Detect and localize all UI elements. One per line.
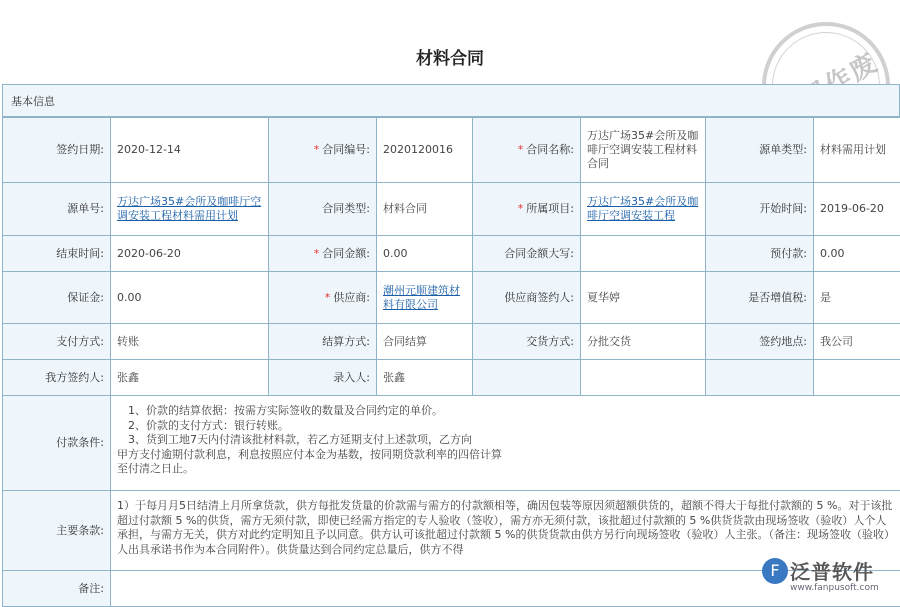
contract-form	[2, 117, 900, 607]
field-label	[269, 324, 377, 360]
field-value	[111, 236, 269, 272]
value-text: 合同结算	[383, 335, 427, 348]
field-value	[814, 118, 900, 183]
field-label	[269, 272, 377, 324]
field-label	[3, 236, 111, 272]
page-title: 材料合同	[0, 44, 900, 69]
value-link[interactable]: 潮州元顺建筑材料有限公司	[383, 284, 460, 311]
logo-mark-icon: F	[762, 558, 788, 584]
payment-term-line: 2、价款的支付方式：银行转账。	[117, 419, 894, 434]
value-text: 分批交货	[587, 335, 631, 348]
label-text: 源单类型:	[759, 143, 807, 156]
label-text: 是否增值税:	[748, 291, 807, 304]
value-text: 0.00	[820, 247, 845, 260]
field-value	[581, 272, 706, 324]
field-label	[3, 183, 111, 236]
label-text: 合同编号:	[322, 143, 370, 156]
field-value	[377, 272, 473, 324]
field-label	[269, 236, 377, 272]
field-label	[473, 324, 581, 360]
field-value	[581, 236, 706, 272]
field-label	[473, 118, 581, 183]
payment-term-line: 甲方支付逾期付款利息，利息按照应付本金为基数，按同期贷款利率的四倍计算	[117, 448, 894, 463]
label-text: 结束时间:	[56, 247, 104, 260]
value-link[interactable]: 万达广场35#会所及咖啡厅空调安装工程材料需用计划	[117, 195, 261, 222]
label-text: 所属项目:	[526, 202, 574, 215]
value-link[interactable]: 万达广场35#会所及咖啡厅空调安装工程	[587, 195, 698, 222]
field-value	[377, 324, 473, 360]
value-text: 材料合同	[383, 202, 427, 215]
required-mark: *	[325, 291, 331, 304]
field-value	[377, 118, 473, 183]
required-mark: *	[314, 143, 320, 156]
label-text: 预付款:	[770, 247, 807, 260]
form-row	[3, 118, 900, 183]
payment-term-line: 1、价款的结算依据：按需方实际签收的数量及合同约定的单价。	[117, 404, 894, 419]
payment-term-line: 3、货到工地7天内付清该批材料款，若乙方延期支付上述款项，乙方向	[117, 433, 894, 448]
field-label	[3, 272, 111, 324]
label-text: 签约日期:	[56, 143, 104, 156]
label-text: 开始时间:	[759, 202, 807, 215]
value-text: 张鑫	[117, 371, 139, 384]
field-label	[3, 360, 111, 396]
field-value	[111, 183, 269, 236]
form-row	[3, 236, 900, 272]
label-text: 录入人:	[333, 371, 370, 384]
field-label	[706, 272, 814, 324]
value-text: 夏华婷	[587, 291, 620, 304]
value-text: 2019-06-20	[820, 202, 884, 215]
field-value	[814, 324, 900, 360]
payment-terms-row	[3, 396, 900, 491]
label-text: 合同名称:	[526, 143, 574, 156]
field-label	[269, 360, 377, 396]
payment-term-line: 至付清之日止。	[117, 462, 894, 477]
field-value	[814, 236, 900, 272]
value-text: 0.00	[117, 291, 142, 304]
field-label	[473, 360, 581, 396]
label-text: 保证金:	[67, 291, 104, 304]
field-value	[581, 324, 706, 360]
value-text: 2020-06-20	[117, 247, 181, 260]
field-value	[581, 360, 706, 396]
label-text: 合同金额大写:	[504, 247, 574, 260]
label-text: 我方签约人:	[45, 371, 104, 384]
main-terms-value: 1）于每月月5日结清上月所拿货款，供方每批发货量的价款需与需方的付款额相等，确因包装等原因须超额供货的，超额不得大于每批付款额的 5 %。对于该批超过付款额 5 %的供货，需方无须付款，即使已经需方指定的专人验收（签收），需方亦无须付款，该批超过付款额的 5 %供货货款由现场签收（验收）人个人承担，与需方无关，供方对此约定明知且予以同意。供方认可该批超过付款额 5 %的供货货款由供方另行向现场签收（验收）人主张。（备注：现场签收（验收）人出具承诺书作为本合同附件）。供货量达到合同约定总量后，供方不得	[111, 491, 900, 571]
required-mark: *	[518, 202, 524, 215]
required-mark: *	[518, 143, 524, 156]
form-row	[3, 272, 900, 324]
field-label	[3, 118, 111, 183]
field-value	[814, 360, 900, 396]
value-text: 转账	[117, 335, 139, 348]
value-text: 2020-12-14	[117, 143, 181, 156]
field-value	[814, 272, 900, 324]
field-label	[269, 118, 377, 183]
value-text: 万达广场35#会所及咖啡厅空调安装工程材料合同	[587, 129, 698, 170]
label-text: 合同类型:	[322, 202, 370, 215]
field-value	[377, 360, 473, 396]
label-text: 结算方式:	[322, 335, 370, 348]
field-label	[706, 236, 814, 272]
label-text: 供应商:	[333, 291, 370, 304]
field-value	[111, 324, 269, 360]
field-value	[377, 236, 473, 272]
value-text: 我公司	[820, 335, 853, 348]
label-text: 支付方式:	[56, 335, 104, 348]
form-row	[3, 324, 900, 360]
field-label: 主要条款:	[3, 491, 111, 571]
value-text: 0.00	[383, 247, 408, 260]
label-text: 供应商签约人:	[504, 291, 574, 304]
value-text: 材料需用计划	[820, 143, 886, 156]
value-text: 是	[820, 291, 831, 304]
value-text: 张鑫	[383, 371, 405, 384]
field-label	[473, 183, 581, 236]
field-label	[706, 360, 814, 396]
required-mark: *	[314, 247, 320, 260]
field-value	[111, 360, 269, 396]
form-row	[3, 183, 900, 236]
fanpu-logo: F 泛普软件 www.fanpusoft.com	[760, 556, 900, 600]
field-value	[581, 183, 706, 236]
label-text: 合同金额:	[322, 247, 370, 260]
payment-terms-value	[111, 396, 900, 491]
field-label	[706, 183, 814, 236]
field-value	[581, 118, 706, 183]
field-label	[473, 272, 581, 324]
field-label	[269, 183, 377, 236]
field-label	[706, 324, 814, 360]
label-text: 签约地点:	[759, 335, 807, 348]
field-label	[473, 236, 581, 272]
value-text: 2020120016	[383, 143, 453, 156]
field-value	[814, 183, 900, 236]
field-value	[111, 118, 269, 183]
label-text: 交货方式:	[526, 335, 574, 348]
field-label	[706, 118, 814, 183]
field-label: 付款条件:	[3, 396, 111, 491]
section-basic-info: 基本信息	[2, 84, 900, 117]
field-label: 备注:	[3, 571, 111, 607]
label-text: 源单号:	[67, 202, 104, 215]
field-value	[377, 183, 473, 236]
field-label	[3, 324, 111, 360]
form-row	[3, 360, 900, 396]
field-value	[111, 272, 269, 324]
